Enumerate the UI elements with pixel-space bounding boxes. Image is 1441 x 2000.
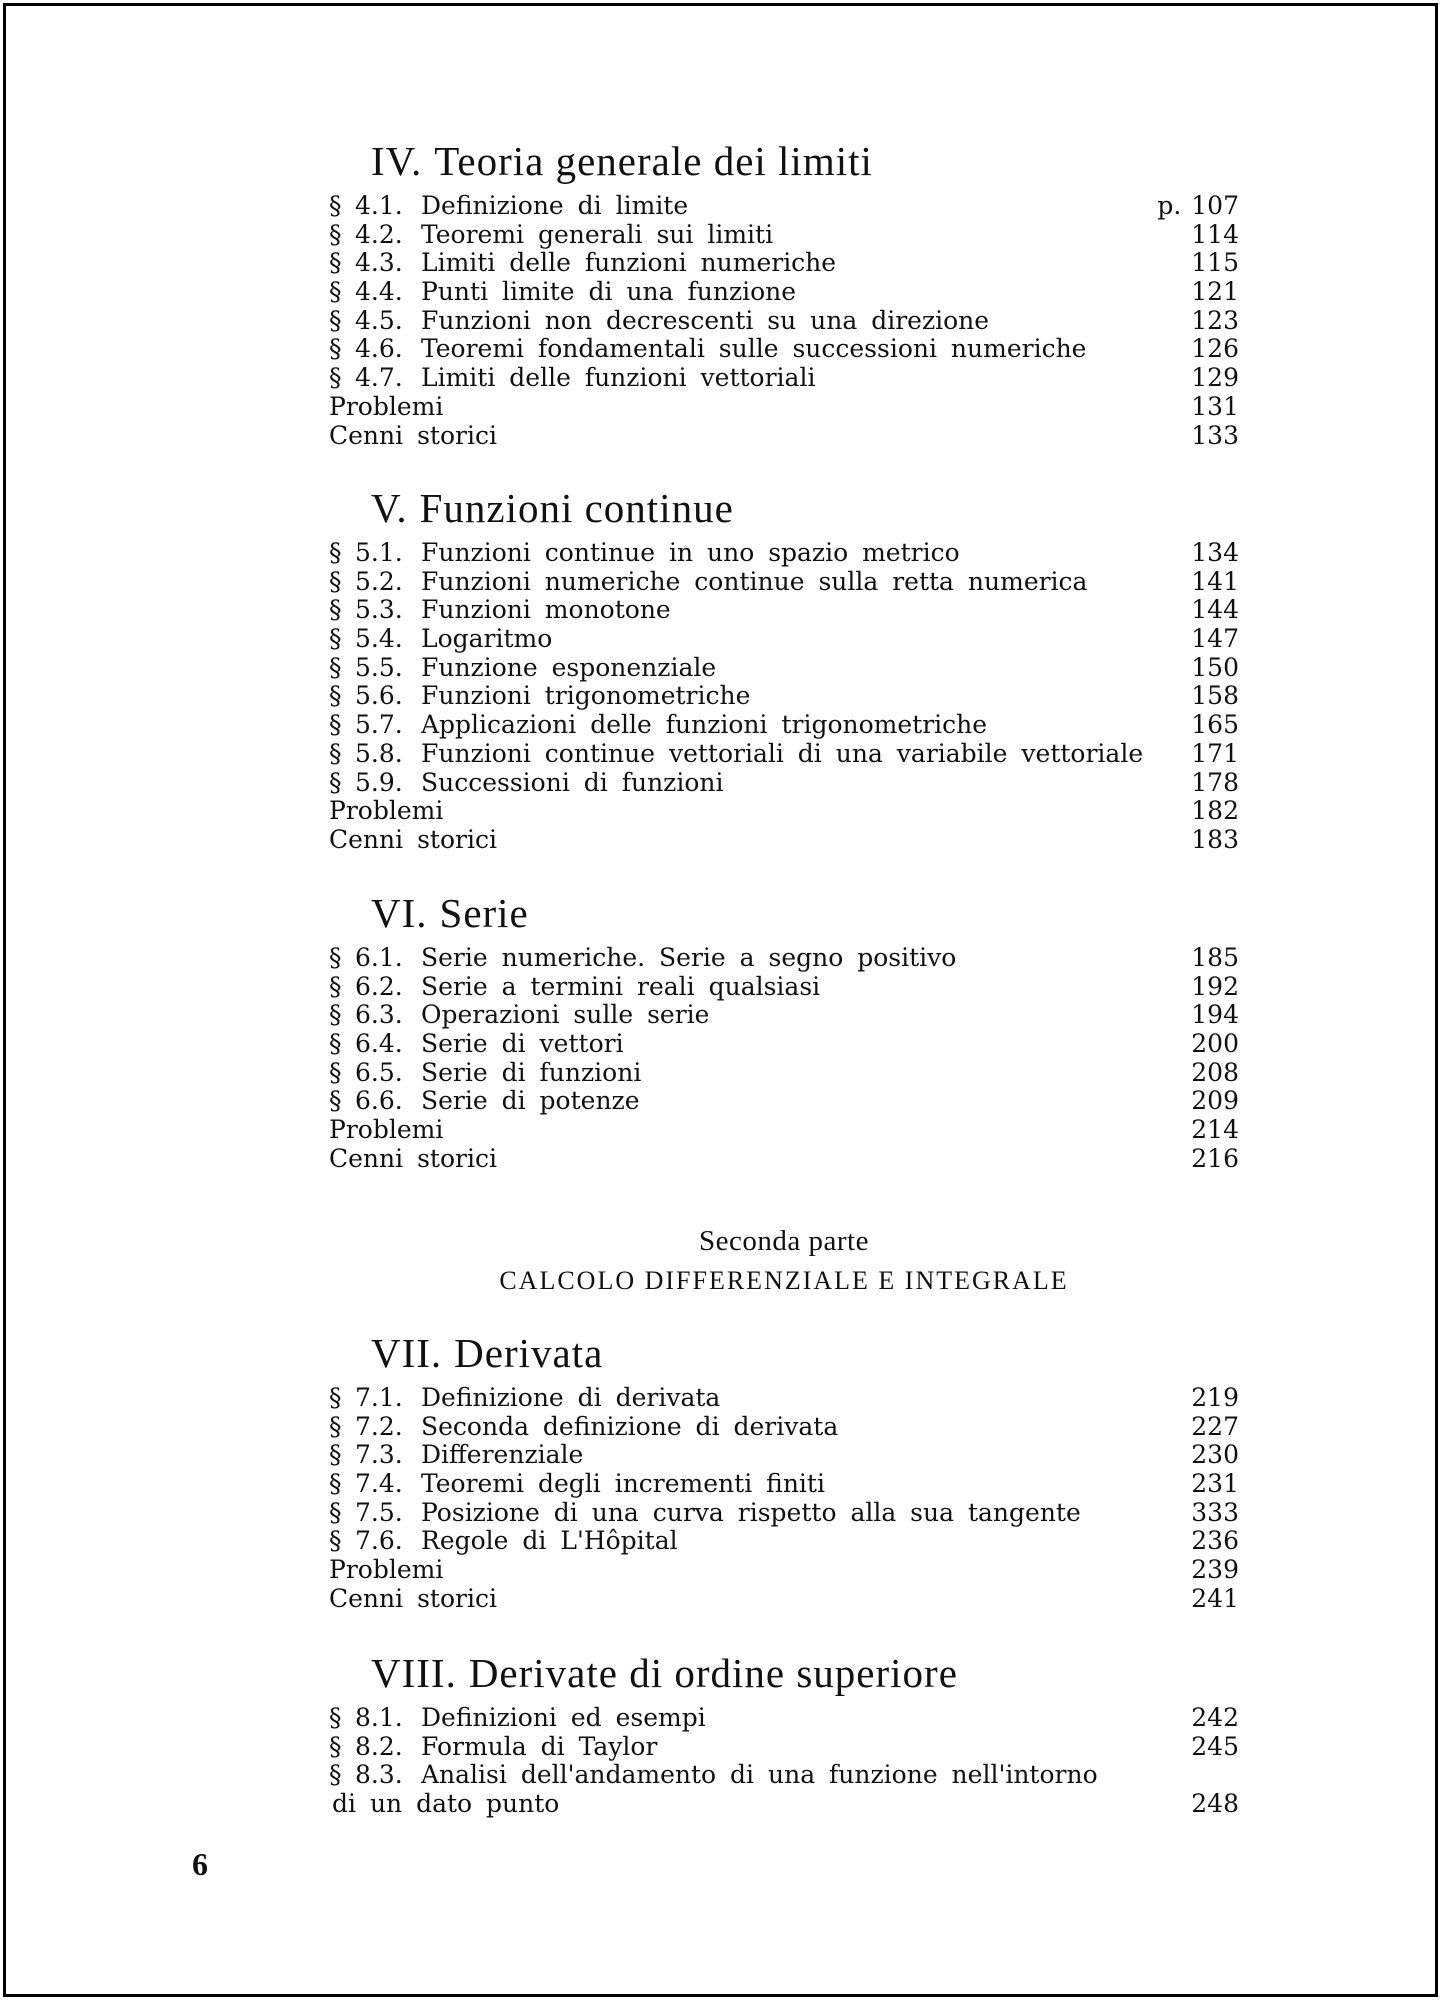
toc-entry	[329, 1413, 1239, 1442]
section-symbol: §	[329, 191, 342, 220]
entry-title: Definizione di limite	[421, 192, 689, 220]
section-symbol: §	[329, 943, 342, 972]
entry-title: Funzioni continue in uno spazio metrico	[421, 539, 960, 567]
entry-page	[1191, 1527, 1239, 1556]
section-symbol: §	[329, 1411, 342, 1441]
entry-page	[1157, 192, 1239, 221]
entry-title: Definizione di derivata	[421, 1384, 721, 1412]
section-symbol: §	[329, 363, 342, 393]
section-symbol: §	[329, 1760, 342, 1790]
toc-entry	[329, 1790, 1239, 1819]
chapter-number: VIII.	[371, 1650, 457, 1696]
section-number: 6.5.	[355, 1057, 403, 1087]
entry-title: Problemi	[329, 1556, 444, 1585]
chapter-number: IV.	[371, 138, 423, 184]
section-symbol: §	[329, 305, 342, 335]
section-number: 6.3.	[355, 1000, 403, 1030]
entry-page	[1191, 1441, 1239, 1470]
toc-entry	[329, 1001, 1239, 1030]
entry-title: Limiti delle funzioni numeriche	[421, 249, 837, 278]
chapter-viii	[329, 1648, 1239, 1819]
toc-entry	[329, 711, 1239, 740]
section-symbol: §	[329, 681, 342, 711]
section-number: 4.4.	[355, 277, 403, 307]
entry-page	[1191, 682, 1239, 711]
entry-title: Funzioni numeriche continue sulla retta numerica	[421, 567, 1088, 596]
page-number-value: 192	[1191, 971, 1239, 1001]
entry-title: Funzioni trigonometriche	[421, 682, 751, 711]
entry-page	[1191, 307, 1239, 336]
section-number: 4.2.	[355, 219, 403, 249]
toc-entry	[329, 364, 1239, 393]
entry-page	[1191, 769, 1239, 798]
page-number-value: 114	[1191, 219, 1239, 249]
section-symbol: §	[329, 1703, 342, 1732]
chapter-title	[371, 1648, 1239, 1698]
section-symbol: §	[329, 1086, 342, 1116]
toc-entry	[329, 307, 1239, 336]
section-symbol: §	[329, 538, 342, 567]
entry-page	[1191, 1585, 1239, 1614]
chapter-title-text: Derivata	[454, 1330, 604, 1376]
toc-entry	[329, 1384, 1239, 1413]
toc-entry	[329, 797, 1239, 826]
chapter-vi	[329, 888, 1239, 1174]
entry-page	[1191, 1145, 1239, 1174]
toc-entry	[329, 192, 1239, 221]
page-number-value: 182	[1191, 796, 1239, 826]
section-number: 4.6.	[355, 334, 403, 364]
entry-page	[1191, 1556, 1239, 1585]
toc-entry	[329, 1585, 1239, 1614]
book-page	[3, 3, 1438, 1997]
entry-title: Funzione esponenziale	[421, 653, 717, 682]
section-symbol: §	[329, 624, 342, 654]
section-number: 4.7.	[355, 363, 403, 393]
section-symbol: §	[329, 652, 342, 682]
section-symbol: §	[329, 971, 342, 1001]
part-heading	[329, 1224, 1239, 1298]
page-number-value: 171	[1191, 738, 1239, 768]
section-symbol: §	[329, 219, 342, 249]
section-number: 5.9.	[355, 767, 403, 797]
section-symbol: §	[329, 1497, 342, 1527]
page-number-value: 194	[1191, 1000, 1239, 1030]
toc-entry	[329, 596, 1239, 625]
chapter-number: V.	[371, 485, 408, 531]
entry-title: Teoremi fondamentali sulle successioni numeriche	[421, 335, 1087, 364]
section-number: 4.1.	[355, 191, 403, 220]
toc-entry	[329, 1499, 1239, 1528]
entry-title: Problemi	[329, 797, 444, 826]
entry-page	[1191, 1001, 1239, 1030]
page-number-value: 183	[1191, 824, 1239, 854]
section-number: 5.4.	[355, 624, 403, 654]
toc-entry	[329, 1030, 1239, 1059]
entry-list	[329, 1704, 1239, 1819]
page-number-value: 158	[1191, 681, 1239, 711]
section-number: 7.1.	[355, 1383, 403, 1412]
section-number: 8.3.	[355, 1760, 403, 1790]
entry-title: Teoremi degli incrementi finiti	[421, 1470, 825, 1499]
page-number-value: 333	[1191, 1497, 1239, 1527]
entry-title: Funzioni non decrescenti su una direzione	[421, 306, 990, 335]
toc-entry	[329, 1145, 1239, 1174]
page-number-value: 241	[1191, 1583, 1239, 1613]
section-number: 6.2.	[355, 971, 403, 1001]
entry-title: Problemi	[329, 1116, 444, 1145]
entry-title: Cenni storici	[329, 1144, 497, 1173]
section-symbol: §	[329, 1029, 342, 1059]
entry-page	[1191, 625, 1239, 654]
entry-list	[329, 944, 1239, 1174]
toc-entry	[329, 769, 1239, 798]
page-number: 6	[192, 1846, 208, 1882]
toc-entry	[329, 625, 1239, 654]
entry-page	[1191, 973, 1239, 1002]
toc-entry	[329, 335, 1239, 364]
chapter-number: VI.	[371, 890, 428, 936]
section-number: 5.8.	[355, 738, 403, 768]
section-symbol: §	[329, 334, 342, 364]
entry-list	[329, 192, 1239, 450]
section-symbol: §	[329, 1057, 342, 1087]
entry-list	[329, 539, 1239, 855]
chapter-vii	[329, 1328, 1239, 1614]
entry-title: Serie di funzioni	[421, 1058, 642, 1087]
page-number-value: 129	[1191, 363, 1239, 393]
entry-page	[1191, 740, 1239, 769]
page-number-value: 121	[1191, 277, 1239, 307]
section-symbol: §	[329, 1731, 342, 1761]
section-number: 7.6.	[355, 1526, 403, 1556]
entry-title: Serie a termini reali qualsiasi	[421, 972, 821, 1001]
entry-page	[1191, 944, 1239, 973]
entry-title: Applicazioni delle funzioni trigonometriche	[421, 711, 988, 740]
entry-title: di un dato punto	[332, 1790, 560, 1819]
entry-title: Analisi dell'andamento di una funzione nell'intorno	[421, 1761, 1098, 1790]
entry-title: Teoremi generali sui limiti	[421, 220, 774, 249]
section-symbol: §	[329, 1440, 342, 1470]
section-symbol: §	[329, 595, 342, 625]
toc-entry	[329, 1556, 1239, 1585]
entry-page	[1191, 1087, 1239, 1116]
page-number-value: 219	[1191, 1383, 1239, 1412]
page-number-value: 126	[1191, 334, 1239, 364]
page-number-value: 131	[1191, 391, 1239, 421]
page-number-value: 245	[1191, 1731, 1239, 1761]
entry-page	[1191, 221, 1239, 250]
page-number-value: 150	[1191, 652, 1239, 682]
entry-title: Formula di Taylor	[421, 1732, 658, 1761]
entry-page	[1191, 1790, 1239, 1819]
entry-title: Cenni storici	[329, 1584, 497, 1613]
section-number: 5.5.	[355, 652, 403, 682]
toc-entry	[329, 221, 1239, 250]
toc-entry	[329, 1470, 1239, 1499]
page-number-value: 209	[1191, 1086, 1239, 1116]
entry-page	[1191, 335, 1239, 364]
toc-entry	[329, 393, 1239, 422]
entry-page	[1191, 596, 1239, 625]
entry-title: Funzioni monotone	[421, 596, 671, 625]
section-number: 5.3.	[355, 595, 403, 625]
page-number-value: 115	[1191, 248, 1239, 278]
entry-page	[1191, 654, 1239, 683]
entry-page	[1191, 393, 1239, 422]
page-number-value: 242	[1191, 1703, 1239, 1732]
entry-title: Operazioni sulle serie	[421, 1001, 710, 1030]
chapter-title-text: Serie	[439, 890, 529, 936]
entry-page	[1191, 711, 1239, 740]
page-number-value: 231	[1191, 1469, 1239, 1499]
page-number-value: 123	[1191, 305, 1239, 335]
page-number-value: 200	[1191, 1029, 1239, 1059]
entry-page	[1191, 797, 1239, 826]
part-subtitle: Seconda parte	[699, 1225, 869, 1257]
chapter-number: VII.	[371, 1330, 443, 1376]
section-number: 5.7.	[355, 710, 403, 740]
section-number: 6.6.	[355, 1086, 403, 1116]
entry-title: Cenni storici	[329, 421, 497, 450]
chapter-title	[371, 1328, 1239, 1378]
entry-title: Serie numeriche. Serie a segno positivo	[421, 944, 957, 972]
section-number: 7.4.	[355, 1469, 403, 1499]
toc-entry	[329, 1116, 1239, 1145]
section-symbol: §	[329, 1526, 342, 1556]
toc-entry	[329, 422, 1239, 451]
page-number-value: 141	[1191, 566, 1239, 596]
toc-entry	[329, 973, 1239, 1002]
entry-title: Logaritmo	[421, 625, 553, 654]
section-number: 7.2.	[355, 1411, 403, 1441]
page-number-value: 227	[1191, 1411, 1239, 1441]
entry-title: Regole di L'Hôpital	[421, 1527, 678, 1556]
section-symbol: §	[329, 248, 342, 278]
chapter-title	[371, 888, 1239, 938]
toc-entry	[329, 278, 1239, 307]
chapter-iv	[329, 136, 1239, 450]
chapter-title	[371, 136, 1239, 186]
section-symbol: §	[329, 1000, 342, 1030]
page-number-value: 236	[1191, 1526, 1239, 1556]
entry-page	[1191, 1116, 1239, 1145]
entry-title: Serie di vettori	[421, 1030, 624, 1059]
section-number: 5.6.	[355, 681, 403, 711]
page-number-value: 165	[1191, 710, 1239, 740]
section-symbol: §	[329, 767, 342, 797]
page-number-value: 239	[1191, 1555, 1239, 1585]
section-symbol: §	[329, 277, 342, 307]
entry-title: Successioni di funzioni	[421, 768, 724, 797]
toc-entry	[329, 1441, 1239, 1470]
section-symbol: §	[329, 1469, 342, 1499]
page-number-value: 178	[1191, 767, 1239, 797]
section-number: 6.4.	[355, 1029, 403, 1059]
section-number: 7.5.	[355, 1497, 403, 1527]
entry-title: Seconda definizione di derivata	[421, 1412, 839, 1441]
page-number-value: 107	[1191, 191, 1239, 220]
section-number: 8.1.	[355, 1703, 403, 1732]
entry-page	[1191, 1059, 1239, 1088]
part-title: CALCOLO DIFFERENZIALE E INTEGRALE	[499, 1266, 1069, 1295]
section-number: 7.3.	[355, 1440, 403, 1470]
entry-title: Serie di potenze	[421, 1087, 640, 1116]
page-number-value: 214	[1191, 1115, 1239, 1145]
entry-page	[1191, 1733, 1239, 1762]
entry-page	[1191, 1704, 1239, 1733]
entry-page	[1191, 364, 1239, 393]
entry-title: Punti limite di una funzione	[421, 278, 797, 307]
section-symbol: §	[329, 710, 342, 740]
toc-entry	[329, 249, 1239, 278]
page-number-value: 147	[1191, 624, 1239, 654]
page-number-value: 134	[1191, 538, 1239, 567]
page-number-value: 185	[1191, 943, 1239, 972]
page-number-value: 133	[1191, 420, 1239, 450]
toc-entry	[329, 1527, 1239, 1556]
entry-page	[1191, 1030, 1239, 1059]
chapter-title-text: Derivate di ordine superiore	[468, 1650, 958, 1696]
toc-entry	[329, 740, 1239, 769]
toc-entry	[329, 568, 1239, 597]
entry-page	[1191, 422, 1239, 451]
page-number-value: 230	[1191, 1440, 1239, 1470]
section-number: 5.1.	[355, 538, 403, 567]
entry-title: Limiti delle funzioni vettoriali	[421, 364, 816, 393]
section-symbol: §	[329, 1383, 342, 1412]
section-number: 4.5.	[355, 305, 403, 335]
page-number-value: 216	[1191, 1143, 1239, 1173]
chapter-title	[371, 483, 1239, 533]
entry-list	[329, 1384, 1239, 1614]
entry-page	[1191, 568, 1239, 597]
chapter-title-text: Teoria generale dei limiti	[434, 138, 873, 184]
toc-entry	[329, 944, 1239, 973]
toc-entry	[329, 1733, 1239, 1762]
chapter-title-text: Funzioni continue	[419, 485, 734, 531]
toc-entry	[329, 1087, 1239, 1116]
toc-entry	[329, 1761, 1239, 1790]
toc-entry	[329, 654, 1239, 683]
toc-entry	[329, 826, 1239, 855]
page-number-value: 208	[1191, 1057, 1239, 1087]
entry-page	[1191, 1499, 1239, 1528]
section-number: 4.3.	[355, 248, 403, 278]
toc-entry	[329, 539, 1239, 568]
entry-title: Differenziale	[421, 1441, 584, 1470]
section-number: 8.2.	[355, 1731, 403, 1761]
toc-entry	[329, 1059, 1239, 1088]
entry-page	[1191, 826, 1239, 855]
entry-page	[1191, 1413, 1239, 1442]
section-symbol: §	[329, 738, 342, 768]
entry-title: Problemi	[329, 392, 444, 421]
section-number: 5.2.	[355, 566, 403, 596]
entry-page	[1191, 539, 1239, 568]
entry-title: Funzioni continue vettoriali di una variabile vettoriale	[421, 739, 1144, 768]
entry-page	[1191, 1384, 1239, 1413]
chapter-v	[329, 483, 1239, 855]
entry-title: Cenni storici	[329, 825, 497, 854]
entry-page	[1191, 249, 1239, 278]
page-number-value: 144	[1191, 595, 1239, 625]
entry-page	[1191, 1470, 1239, 1499]
page-number-value: 248	[1191, 1789, 1239, 1819]
toc-entry	[329, 682, 1239, 711]
entry-page	[1191, 278, 1239, 307]
entry-title: Definizioni ed esempi	[421, 1704, 706, 1732]
section-number: 6.1.	[355, 943, 403, 972]
page-prefix: p.	[1157, 191, 1182, 220]
section-symbol: §	[329, 566, 342, 596]
entry-title: Posizione di una curva rispetto alla sua tangente	[421, 1498, 1081, 1527]
toc-entry	[329, 1704, 1239, 1733]
